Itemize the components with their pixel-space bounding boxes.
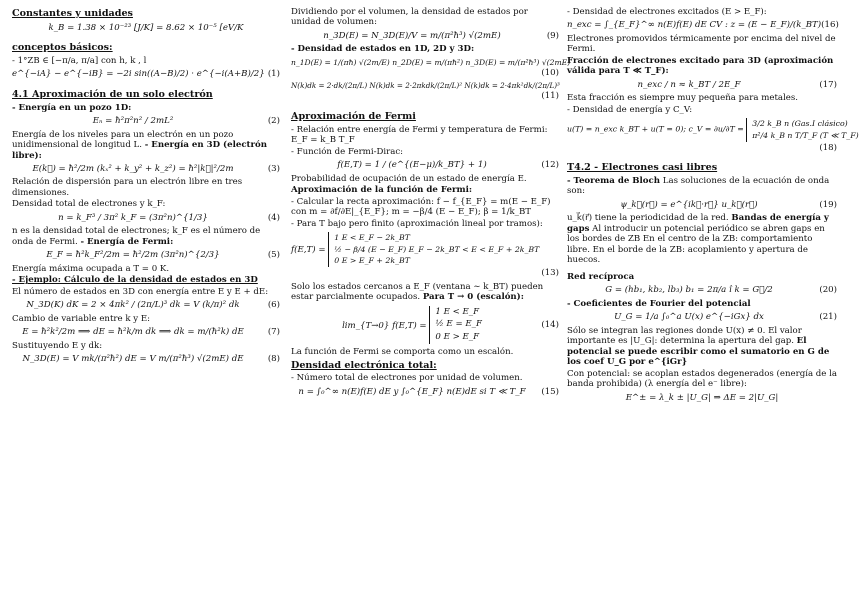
text-periodicidad: u_k⃗(r⃗) tiene la periodicidad de la red. Bandas de energía y gaps Al introducir un potencial periódico se abren gaps en los bordes de ZB En el centro de la ZB: comportamiento libre. En el borde de la ZB: acoplamiento y apertura de huecos. xyxy=(567,213,829,266)
eq-15: n = ∫₀^∞ n(E)f(E) dE y ∫₀^{E_F} n(E)dE si T ≪ T_F (15) xyxy=(298,386,559,397)
text-promovidos: Electrones promovidos térmicamente por encima del nivel de Fermi. xyxy=(567,33,836,55)
eq-21: U_G = 1/a ∫₀^a U(x) e^{−iGx} dx (21) xyxy=(614,312,837,323)
eq-1: e^{−iA} − e^{−iB} = −2i sin((A−B)/2) · e^{−i(A+B)/2} (1) xyxy=(12,69,280,80)
eq-14: lim_{T→0} f(E,T) = 1 E < E_F ½ E = E_F 0 E > E_F (14) xyxy=(342,306,559,343)
text-numero: - Número total de electrones por unidad de volumen. xyxy=(291,373,523,384)
subheading-fraccion: Fracción de electrones excitado para 3D (aproximación válida para T ≪ T_F): xyxy=(567,55,834,77)
column-1 xyxy=(12,6,280,368)
subheading-fourier: - Coeficientes de Fourier del potencial xyxy=(567,298,751,309)
heading-4-1: 4.1 Aproximación de un solo electrón xyxy=(12,88,213,100)
text-recta: - Calcular la recta aproximación: f − f_{E_F} = m(E − E_F) con m = ∂f/∂E|_{E_F}; m = −β/4 (E − E_F); β = 1/k_BT xyxy=(291,196,551,218)
text-dividiendo: Dividiendo por el volumen, la densidad de estados por unidad de volumen: xyxy=(291,7,528,28)
text-n: n es la densidad total de electrones; k_F es el número de onda de Fermi. - Energía de Fermi: xyxy=(12,226,261,247)
subheading-pozo: - Energía en un pozo 1D: xyxy=(12,102,132,113)
text-integran: Sólo se integran las regiones donde U(x) ≠ 0. El valor importante es |U_G|: determina la apertura del gap. El potencial se puede escribir como el sumatorio en G de los coef U_G por e^{iGr} xyxy=(567,325,830,368)
text-fermi-dirac: - Función de Fermi-Dirac: xyxy=(291,146,404,157)
eq-11-number: (11) xyxy=(541,91,559,102)
zb-text: - 1°ZB ∈ [−π/a, π/a] con h, k , l xyxy=(12,55,147,66)
text-pequena: Esta fracción es siempre muy pequeña para metales. xyxy=(567,93,799,104)
eq-19: ψ_k⃗(r⃗) = e^{ik⃗·r⃗} u_k⃗(r⃗) (19) xyxy=(620,199,837,210)
heading-aprox-fermi: Aproximación de Fermi xyxy=(291,110,416,122)
text-excitados: - Densidad de electrones excitados (E > E_F): xyxy=(567,7,767,17)
text-max: Energía máxima ocupada a T = 0 K. xyxy=(12,263,170,274)
eq-8: N_3D(E) = V mk/(π²ħ²) dE = V m/(π²ħ³) √(2mE) dE (8) xyxy=(22,354,280,365)
eq-17: n_exc / n ≈ k_BT / 2E_F (17) xyxy=(637,79,837,90)
text-cv: - Densidad de energía y C_V: xyxy=(567,104,693,115)
eq-13: f(E,T) = 1 E < E_F − 2k_BT ½ − β/4 (E − E_F) E_F − 2k_BT < E < E_F + 2k_BT 0 E > E_F + 2k_BT xyxy=(291,233,540,266)
eq-20: G = (hb₁, kb₂, lb₃) b₁ = 2π/a î k = G⃗/2 (20) xyxy=(605,285,837,296)
text-escalon: La función de Fermi se comporta como un escalón. xyxy=(291,347,514,358)
text-ejemplo: El número de estados en 3D con energía entre E y E + dE: xyxy=(12,286,269,297)
subheading-aprox-funcion: Aproximación de la función de Fermi: xyxy=(291,185,473,196)
text-cambio: Cambio de variable entre k y E: xyxy=(12,313,151,324)
text-sustituyendo: Sustituyendo E y dk: xyxy=(12,340,103,351)
eq-12: f(E,T) = 1 / (e^{(E−μ)/k_BT} + 1) (12) xyxy=(337,160,559,171)
eq-2: Eₙ = ħ²π²n² / 2mL² (2) xyxy=(92,116,280,127)
text-bloch: - Teorema de Bloch Las soluciones de la ecuación de onda son: xyxy=(567,175,830,197)
heading-conceptos: conceptos básicos: xyxy=(12,42,113,54)
text-probabilidad: Probabilidad de ocupación de un estado de energía E. xyxy=(291,173,527,184)
eq-6: N_3D(K) dK = 2 × 4πk² / (2π/L)³ dk = V (k/π)² dk (6) xyxy=(26,300,280,311)
heading-constantes: Constantes y unidades xyxy=(12,8,133,19)
eq-4: n = k_F³ / 3π² k_F = (3π²n)^{1/3} (4) xyxy=(58,212,280,223)
eq-10-number: (10) xyxy=(541,68,559,79)
text-con-potencial: Con potencial: se acoplan estados degenerados (energía de la banda prohibida) (λ energía del e⁻ libre): xyxy=(567,368,837,390)
heading-t4-2: T4.2 - Electrones casi libres xyxy=(567,162,718,174)
eq-5: E_F = ħ²k_F²/2m = ħ²/2m (3π²n)^{2/3} (5) xyxy=(46,250,280,261)
text-solo: Solo los estados cercanos a E_F (ventana ∼ k_BT) pueden estar parcialmente ocupados. Para T → 0 (escalón): xyxy=(291,281,544,303)
text-densidad: Densidad total de electrones y k_F: xyxy=(12,199,166,210)
eq-22: E^± = λ_k ± |U_G| ⇒ ΔE = 2|U_G| xyxy=(625,392,779,403)
text-bajo: - Para T bajo pero finito (aproximación lineal por tramos): xyxy=(291,218,543,229)
eq-10: n_1D(E) = 1/(πħ) √(2m/E) n_2D(E) = m/(πħ²) n_3D(E) = m/(π²ħ³) √(2mE) xyxy=(291,57,571,67)
eq-7: E = ħ²k²/2m ⟹ dE = ħ²k/m dk ⟹ dk = m/(ħ²k) dE (7) xyxy=(22,327,280,338)
text-dispersion: Relación de dispersión para un electrón libre en tres dimensiones. xyxy=(12,177,243,198)
column-2 xyxy=(291,6,571,400)
text-relacion: - Relación entre energía de Fermi y temperatura de Fermi: E_F = k_B T_F xyxy=(291,124,548,146)
eq-kb: k_B = 1.38 × 10⁻²³ [J/K] = 8.62 × 10⁻⁵ [eV/K xyxy=(48,22,244,33)
eq-16: n_exc = ∫_{E_F}^∞ n(E)f(E) dE CV : z = (E − E_F)/(k_BT) (16) xyxy=(567,20,839,31)
text-pozo: Energía de los niveles para un electrón en un pozo unidimensional de longitud L. - Energía en 3D (electrón libre): xyxy=(12,129,268,161)
subheading-densidad: - Densidad de estados en 1D, 2D y 3D: xyxy=(291,44,475,55)
subheading-ejemplo: - Ejemplo: Cálculo de la densidad de estados en 3D xyxy=(12,275,258,286)
eq-18-number: (18) xyxy=(819,142,837,153)
heading-densidad-total: Densidad electrónica total: xyxy=(291,359,437,371)
eq-3: E(k⃗) = ħ²/2m (kₓ² + k_y² + k_z²) = ħ²|k⃗|²/2m (3) xyxy=(32,163,280,174)
column-3 xyxy=(567,6,859,406)
eq-9: n_3D(E) = N_3D(E)/V = m/(π²ħ³) √(2mE) (9) xyxy=(323,30,559,41)
eq-11: N(k)dk = 2·dk/(2π/L) N(k)dk = 2·2πkdk/(2π/L)² N(k)dk = 2·4πk²dk/(2π/L)³ xyxy=(291,80,560,90)
subheading-red: Red recíproca xyxy=(567,271,635,282)
eq-18: u(T) = n_exc k_BT + u(T = 0); c_V = ∂u/∂T = 3/2 k_B n (Gas.I clásico) π²/4 k_B n T/T_F (T ≪ T_F) xyxy=(567,119,859,141)
eq-13-number: (13) xyxy=(541,268,559,279)
